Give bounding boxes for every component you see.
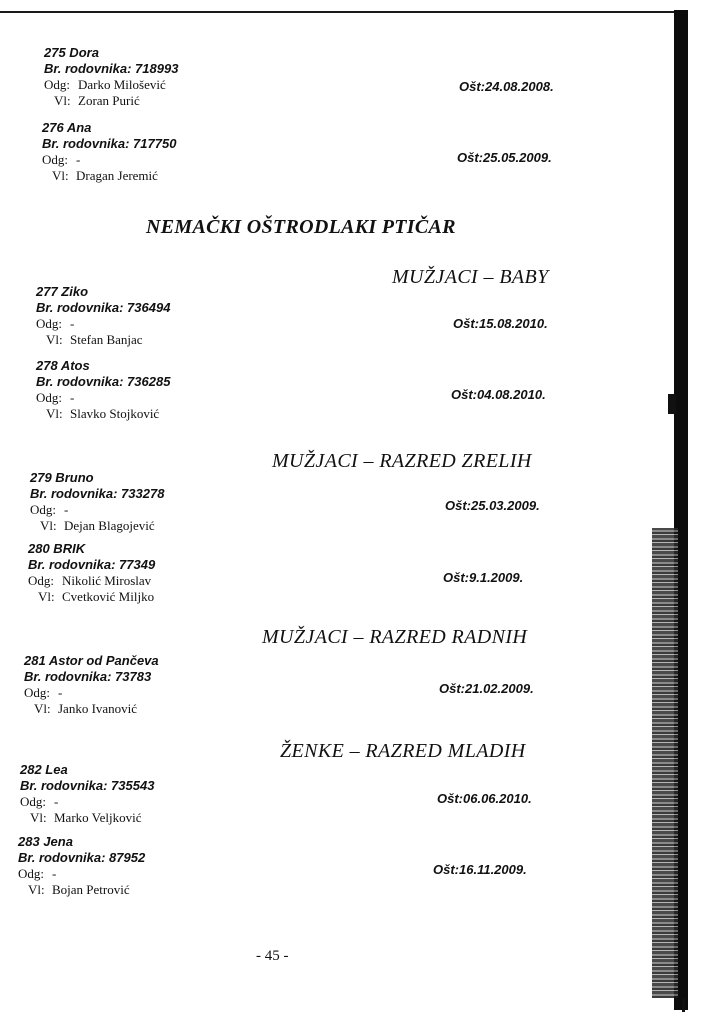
litter-date-279: Ošt:25.03.2009. bbox=[445, 498, 540, 513]
breeder-line: Odg: Nikolić Miroslav bbox=[28, 573, 152, 588]
entry-title: 275 Dora bbox=[44, 45, 99, 60]
owner-line: Vl: Stefan Banjac bbox=[46, 332, 143, 347]
class-heading-males-working: MUŽJACI – RAZRED RADNIH bbox=[262, 626, 528, 648]
dog-entry-282 bbox=[20, 762, 154, 826]
pedigree-number: Br. rodovnika: 87952 bbox=[18, 850, 146, 865]
breeder-line: Odg: - bbox=[36, 316, 75, 331]
owner-line: Vl: Dragan Jeremić bbox=[52, 168, 158, 183]
dog-entry-283 bbox=[18, 834, 145, 898]
pedigree-number: Br. rodovnika: 717750 bbox=[42, 136, 177, 151]
owner-line: Vl: Marko Veljković bbox=[30, 810, 142, 825]
entry-title: 282 Lea bbox=[20, 762, 68, 777]
breeder-line: Odg: - bbox=[36, 390, 75, 405]
spine-tick bbox=[682, 998, 685, 1012]
pedigree-number: Br. rodovnika: 736494 bbox=[36, 300, 171, 315]
pedigree-number: Br. rodovnika: 77349 bbox=[28, 557, 156, 572]
pedigree-number: Br. rodovnika: 735543 bbox=[20, 778, 155, 793]
litter-date-278: Ošt:04.08.2010. bbox=[451, 387, 546, 402]
dog-entry-277 bbox=[36, 284, 170, 348]
owner-line: Vl: Cvetković Miljko bbox=[38, 589, 155, 604]
entry-title: 277 Ziko bbox=[36, 284, 89, 299]
entry-title: 280 BRIK bbox=[28, 541, 86, 556]
breeder-line: Odg: - bbox=[20, 794, 59, 809]
litter-date-276: Ošt:25.05.2009. bbox=[457, 150, 552, 165]
breeder-line: Odg: Darko Milošević bbox=[44, 77, 166, 92]
spine-notch bbox=[668, 394, 676, 414]
litter-date-277: Ošt:15.08.2010. bbox=[453, 316, 548, 331]
page-number: - 45 - bbox=[256, 948, 289, 964]
litter-date-275: Ošt:24.08.2008. bbox=[459, 79, 554, 94]
owner-line: Vl: Bojan Petrović bbox=[28, 882, 130, 897]
entry-title: 279 Bruno bbox=[30, 470, 94, 485]
dog-entry-279 bbox=[30, 470, 164, 534]
owner-line: Vl: Zoran Purić bbox=[54, 93, 140, 108]
dog-entry-278 bbox=[36, 358, 170, 422]
entry-title: 278 Atos bbox=[36, 358, 90, 373]
breed-title: NEMAČKI OŠTRODLAKI PTIČAR bbox=[146, 216, 456, 238]
pedigree-number: Br. rodovnika: 736285 bbox=[36, 374, 171, 389]
entry-title: 276 Ana bbox=[42, 120, 92, 135]
class-heading-females-young: ŽENKE – RAZRED MLADIH bbox=[280, 740, 526, 762]
dog-entry-276 bbox=[42, 120, 176, 184]
entry-title: 281 Astor od Pančeva bbox=[24, 653, 159, 668]
breeder-line: Odg: - bbox=[18, 866, 57, 881]
page-top-edge bbox=[0, 0, 675, 13]
dog-entry-280 bbox=[28, 541, 155, 605]
owner-line: Vl: Janko Ivanović bbox=[34, 701, 138, 716]
litter-date-280: Ošt:9.1.2009. bbox=[443, 570, 524, 585]
scan-noise-band bbox=[652, 528, 678, 998]
dog-entry-281 bbox=[24, 653, 159, 717]
dog-entry-275 bbox=[44, 45, 178, 109]
pedigree-number: Br. rodovnika: 718993 bbox=[44, 61, 179, 76]
entry-title: 283 Jena bbox=[18, 834, 73, 849]
class-heading-males-baby: MUŽJACI – BABY bbox=[392, 266, 549, 288]
pedigree-number: Br. rodovnika: 73783 bbox=[24, 669, 152, 684]
owner-line: Vl: Dejan Blagojević bbox=[40, 518, 155, 533]
breeder-line: Odg: - bbox=[30, 502, 69, 517]
class-heading-males-mature: MUŽJACI – RAZRED ZRELIH bbox=[272, 450, 532, 472]
pedigree-number: Br. rodovnika: 733278 bbox=[30, 486, 165, 501]
litter-date-283: Ošt:16.11.2009. bbox=[433, 862, 527, 877]
breeder-line: Odg: - bbox=[24, 685, 63, 700]
owner-line: Vl: Slavko Stojković bbox=[46, 406, 160, 421]
litter-date-281: Ošt:21.02.2009. bbox=[439, 681, 534, 696]
litter-date-282: Ošt:06.06.2010. bbox=[437, 791, 532, 806]
breeder-line: Odg: - bbox=[42, 152, 81, 167]
